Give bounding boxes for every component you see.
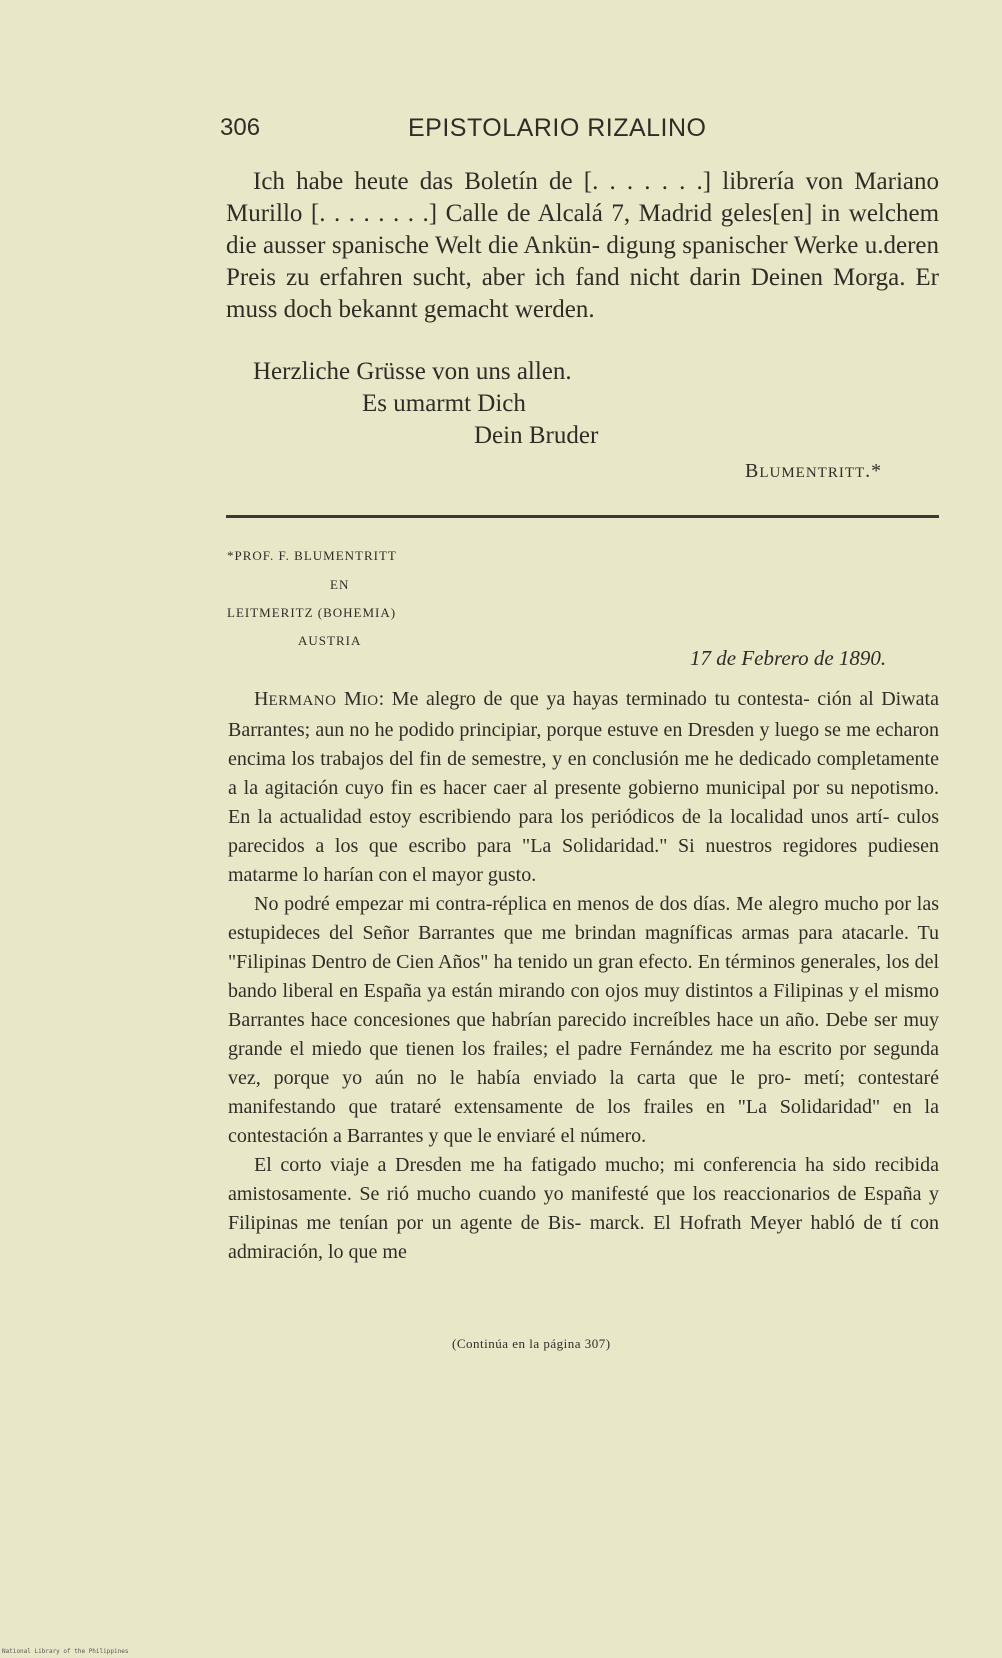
text-line: número. — [580, 1125, 647, 1147]
letter-spanish-body — [228, 685, 939, 1267]
text-line: culos parecidos a los que escribo para "La Solidaridad." Si nuestros — [228, 806, 940, 857]
library-credit: National Library of the Philippines — [2, 1648, 129, 1655]
text-line: Mariano Murillo [. . . . . . . .] Calle de Alcalá 7, Madrid — [226, 168, 939, 227]
text-line: hacer caer al presente gobierno municipal por su nepotismo. En la — [228, 777, 939, 828]
text-line: por segunda vez, porque yo aún no le había enviado la carta que le pro- — [228, 1038, 940, 1089]
text-line: geles[en] in welchem die ausser spanische Welt die Ankün- — [226, 200, 940, 259]
signature-initial: B — [745, 460, 760, 482]
closing-greeting: Herzliche Grüsse von uns allen. — [253, 358, 572, 385]
signature-mark: .* — [865, 460, 883, 482]
running-title: EPISTOLARIO RIZALINO — [408, 114, 707, 142]
salutation: HERMANO MIO: — [254, 688, 385, 710]
text-line: digung spanischer Werke u.deren Preis zu erfahren sucht, aber — [226, 232, 940, 291]
letter-spanish-paragraph — [228, 1151, 939, 1267]
text-line: mucho por las estupideces del Señor Barrantes que me brindan magníficas — [228, 893, 939, 944]
signature — [745, 460, 882, 483]
letter-spanish-paragraph — [228, 890, 939, 1151]
text-line: Me alegro de que ya hayas terminado tu contesta- — [391, 688, 810, 710]
text-line: "La Solidaridad" en la contestación a Barrantes y que le enviaré el — [228, 1096, 939, 1147]
letter-german-body — [226, 166, 939, 326]
text-line: Ich habe heute das Boletín de [. . . . . . .] librería von — [253, 168, 844, 195]
text-line: grande el miedo que tienen los frailes; el padre Fernández me ha escrito — [228, 1038, 832, 1060]
page-number: 306 — [220, 114, 261, 141]
address-line: EN — [330, 577, 350, 592]
text-line: ción al Diwata Barrantes; aun no he podido principiar, porque estuve en — [228, 688, 939, 741]
letter-date: 17 de Febrero de 1890. — [690, 646, 887, 670]
closing-brother: Dein Bruder — [474, 422, 599, 449]
text-line: y en conclusión me he dedicado completamente a la agitación cuyo fin es — [228, 748, 939, 799]
text-line: No podré empezar mi contra-réplica en menos de dos días. Me alegro — [254, 893, 819, 915]
text-line: marck. El Hofrath Meyer habló de tí con admiración, lo que me — [228, 1212, 940, 1263]
text-line: mirando con ojos muy distintos a Filipinas y el mismo Barrantes hace — [228, 980, 940, 1031]
letter-spanish-paragraph — [228, 685, 939, 890]
signature-rest: LUMENTRITT — [759, 465, 866, 481]
section-divider — [226, 515, 939, 518]
text-line: ich fand nicht darin Deinen Morga. Er muss doch bekannt — [226, 264, 940, 323]
text-line: armas para atacarle. Tu "Filipinas Dentro de Cien Años" ha tenido un — [228, 922, 940, 973]
text-line: actualidad estoy escribiendo para los periódicos de la localidad unos artí- — [279, 806, 890, 828]
text-line: regidores pudiesen matarme lo harían con el mayor gusto. — [228, 835, 939, 886]
text-line: Dresden y luego se me echaron encima los trabajos del fin de semestre, — [228, 719, 940, 770]
text-line: gran efecto. En términos generales, los del bando liberal en España ya están — [228, 951, 940, 1002]
text-line: gemacht werden. — [423, 296, 595, 323]
text-line: sido recibida amistosamente. Se rió mucho cuando yo manifesté que — [228, 1154, 939, 1205]
text-line: metí; contestaré manifestando que trataré extensamente de los frailes en — [228, 1067, 939, 1118]
continuation-note: (Continúa en la página 307) — [452, 1336, 611, 1351]
address-line: AUSTRIA — [298, 633, 362, 648]
text-line: los reaccionarios de España y Filipinas me tenían por un agente de Bis- — [228, 1183, 939, 1234]
closing-embrace: Es umarmt Dich — [362, 390, 526, 417]
text-line: concesiones que habrían parecido increíbles hace un año. Debe ser muy — [353, 1009, 940, 1031]
text-line: El corto viaje a Dresden me ha fatigado mucho; mi conferencia ha — [254, 1154, 825, 1176]
address-line: LEITMERITZ (BOHEMIA) — [227, 605, 397, 620]
address-line: *PROF. F. BLUMENTRITT — [227, 548, 397, 563]
page-header — [220, 114, 940, 150]
letter-german-paragraph — [226, 166, 939, 326]
